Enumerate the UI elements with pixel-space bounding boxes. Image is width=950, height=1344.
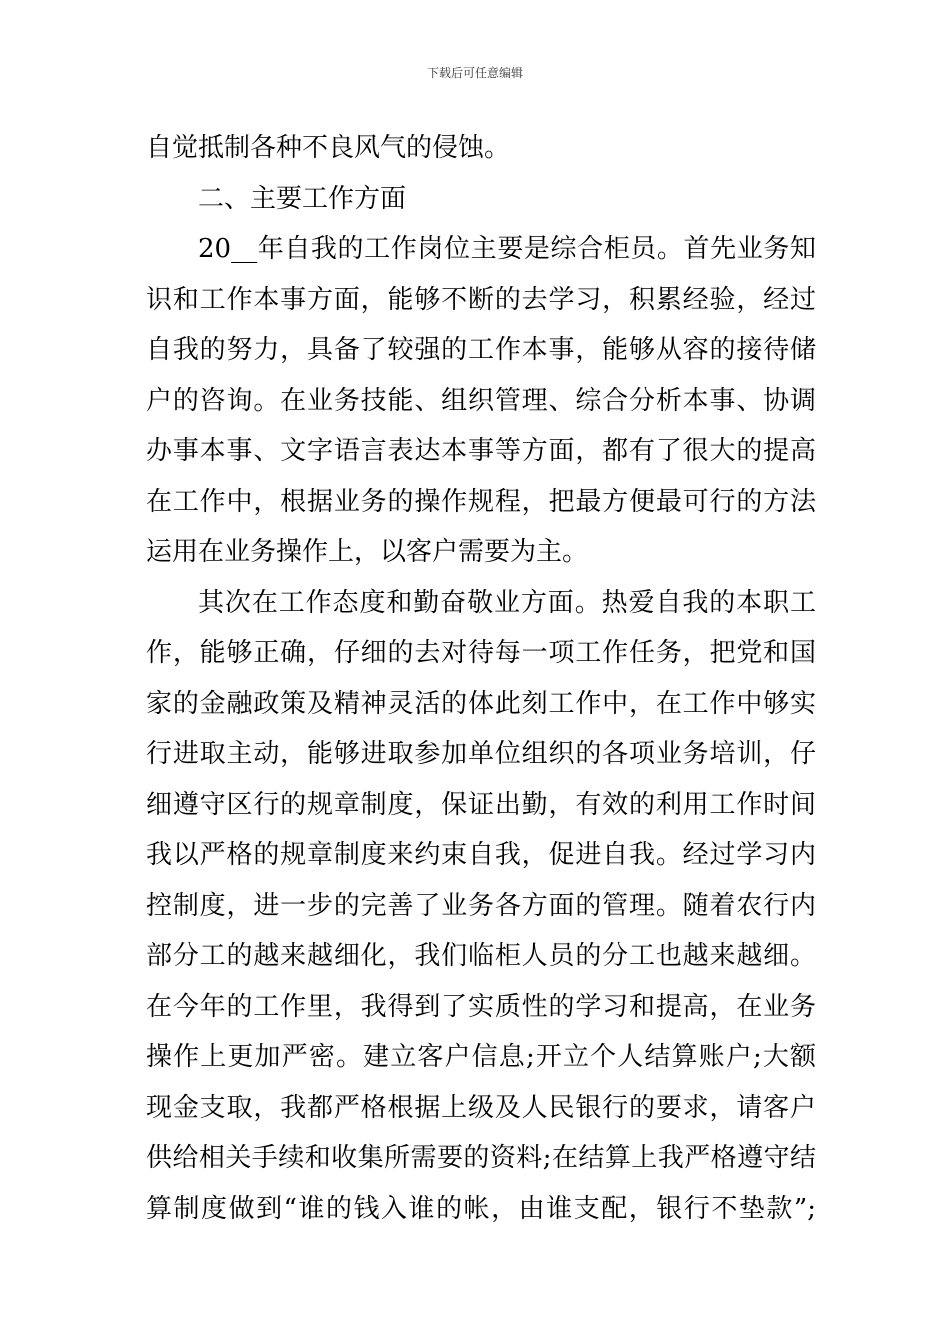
text-line: 部分工的越来越细化，我们临柜人员的分工也越来越细。 xyxy=(146,941,816,971)
text-line: 行进取主动，能够进取参加单位组织的各项业务培训，仔 xyxy=(146,739,816,769)
text-line: 20__年自我的工作岗位主要是综合柜员。首先业务知 xyxy=(198,234,816,264)
text-line: 家的金融政策及精神灵活的体此刻工作中，在工作中够实 xyxy=(146,689,816,719)
section-heading: 二、主要工作方面 xyxy=(198,184,407,214)
text-line: 户的咨询。在业务技能、组织管理、综合分析本事、协调 xyxy=(146,386,816,416)
text-line: 其次在工作态度和勤奋敬业方面。热爱自我的本职工 xyxy=(198,588,816,618)
text-line: 操作上更加严密。建立客户信息;开立个人结算账户;大额 xyxy=(146,1042,816,1072)
text-line: 运用在业务操作上，以客户需要为主。 xyxy=(146,537,589,567)
header-note: 下载后可任意编辑 xyxy=(426,66,523,80)
text-line: 现金支取，我都严格根据上级及人民银行的要求，请客户 xyxy=(146,1093,816,1123)
text-line: 控制度，进一步的完善了业务各方面的管理。随着农行内 xyxy=(146,891,816,921)
text-line: 在今年的工作里，我得到了实质性的学习和提高，在业务 xyxy=(146,992,816,1022)
text-line: 自觉抵制各种不良风气的侵蚀。 xyxy=(146,133,511,163)
text-line: 供给相关手续和收集所需要的资料;在结算上我严格遵守结 xyxy=(146,1143,816,1173)
text-line: 自我的努力，具备了较强的工作本事，能够从容的接待储 xyxy=(146,335,816,365)
text-line: 识和工作本事方面，能够不断的去学习，积累经验，经过 xyxy=(146,285,816,315)
text-line: 在工作中，根据业务的操作规程，把最方便最可行的方法 xyxy=(146,487,816,517)
text-line: 办事本事、文字语言表达本事等方面，都有了很大的提高 xyxy=(146,436,816,466)
text-line: 算制度做到“谁的钱入谁的帐，由谁支配，银行不垫款”; xyxy=(146,1194,816,1224)
text-line: 细遵守区行的规章制度，保证出勤，有效的利用工作时间 xyxy=(146,790,816,820)
text-line: 我以严格的规章制度来约束自我，促进自我。经过学习内 xyxy=(146,840,816,870)
text-line: 作，能够正确，仔细的去对待每一项工作任务，把党和国 xyxy=(146,638,816,668)
